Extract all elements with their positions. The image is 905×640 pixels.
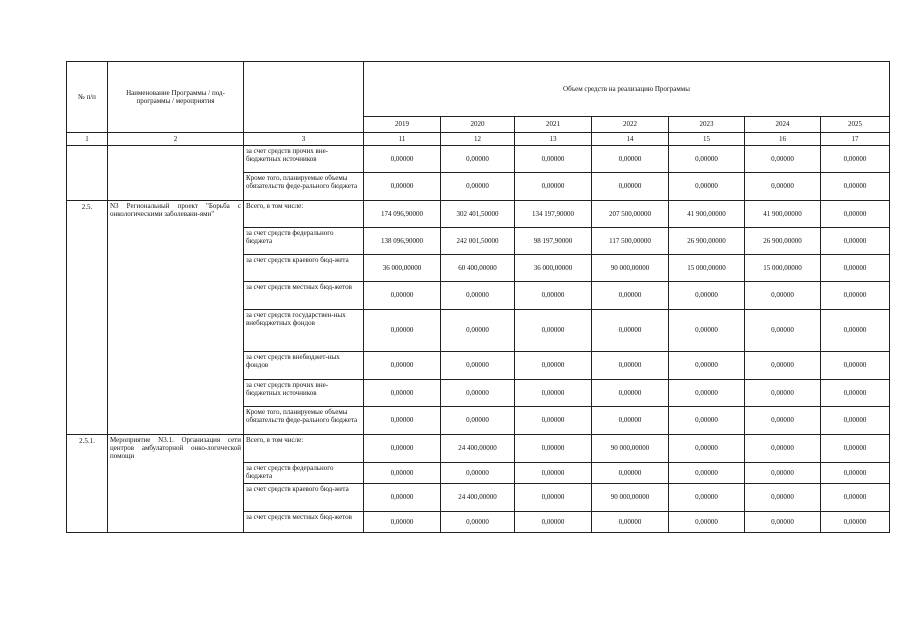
header-column-number: 13 [515, 133, 592, 146]
funding-source: за счет средств федерального бюджета [244, 228, 364, 255]
header-source [244, 62, 364, 133]
amount-cell: 0,00000 [515, 146, 592, 173]
amount-cell: 0,00000 [592, 512, 669, 533]
header-column-number: 2 [108, 133, 244, 146]
amount-cell: 0,00000 [441, 310, 515, 352]
amount-cell: 0,00000 [364, 352, 441, 380]
table-row [67, 435, 890, 463]
header-year: 2019 [364, 117, 441, 133]
item-number: 2.5. [67, 201, 108, 435]
amount-cell: 0,00000 [515, 435, 592, 463]
amount-cell: 0,00000 [592, 146, 669, 173]
amount-cell: 60 400,00000 [441, 255, 515, 282]
funding-source: за счет средств прочих вне-бюджетных источников [244, 146, 364, 173]
amount-cell: 0,00000 [821, 255, 890, 282]
amount-cell: 0,00000 [821, 463, 890, 484]
amount-cell: 90 000,00000 [592, 435, 669, 463]
amount-cell: 0,00000 [364, 146, 441, 173]
amount-cell: 0,00000 [821, 146, 890, 173]
funding-source: за счет средств местных бюд-жетов [244, 282, 364, 310]
amount-cell: 0,00000 [821, 201, 890, 228]
amount-cell: 0,00000 [745, 512, 821, 533]
header-funding-volume: Объем средств на реализацию Программы [364, 62, 890, 117]
amount-cell: 0,00000 [515, 380, 592, 407]
amount-cell: 0,00000 [441, 380, 515, 407]
header-number: № п/п [67, 62, 108, 133]
amount-cell: 0,00000 [364, 380, 441, 407]
funding-source: за счет средств прочих вне-бюджетных источников [244, 380, 364, 407]
amount-cell: 0,00000 [515, 512, 592, 533]
funding-source: Всего, в том числе: [244, 435, 364, 463]
funding-source: Всего, в том числе: [244, 201, 364, 228]
header-column-number: 11 [364, 133, 441, 146]
amount-cell: 24 400,00000 [441, 484, 515, 512]
amount-cell: 41 900,00000 [669, 201, 745, 228]
program-name: Мероприятие N3.1. Организация сети центров амбулаторной онко-логической помощи [108, 435, 244, 533]
item-number [67, 146, 108, 201]
amount-cell: 0,00000 [745, 380, 821, 407]
budget-table [66, 61, 890, 533]
table-row [67, 146, 890, 173]
amount-cell: 0,00000 [821, 484, 890, 512]
amount-cell: 302 401,50000 [441, 201, 515, 228]
amount-cell: 0,00000 [592, 380, 669, 407]
amount-cell: 0,00000 [821, 228, 890, 255]
amount-cell: 0,00000 [745, 146, 821, 173]
amount-cell: 0,00000 [515, 173, 592, 201]
amount-cell: 0,00000 [669, 310, 745, 352]
amount-cell: 90 000,00000 [592, 484, 669, 512]
amount-cell: 0,00000 [821, 407, 890, 435]
amount-cell: 0,00000 [515, 463, 592, 484]
amount-cell: 41 900,00000 [745, 201, 821, 228]
amount-cell: 0,00000 [669, 435, 745, 463]
header-year: 2024 [745, 117, 821, 133]
amount-cell: 0,00000 [592, 463, 669, 484]
amount-cell: 0,00000 [592, 407, 669, 435]
header-year: 2022 [592, 117, 669, 133]
amount-cell: 0,00000 [669, 173, 745, 201]
amount-cell: 26 900,00000 [745, 228, 821, 255]
header-column-numbers-row [67, 133, 890, 146]
table-row [67, 201, 890, 228]
amount-cell: 0,00000 [669, 407, 745, 435]
header-column-number: 1 [67, 133, 108, 146]
amount-cell: 0,00000 [821, 352, 890, 380]
table-header [67, 62, 890, 146]
table-body [67, 146, 890, 533]
amount-cell: 0,00000 [441, 282, 515, 310]
amount-cell: 0,00000 [745, 352, 821, 380]
amount-cell: 15 000,00000 [745, 255, 821, 282]
amount-cell: 0,00000 [592, 310, 669, 352]
amount-cell: 0,00000 [515, 484, 592, 512]
amount-cell: 0,00000 [364, 282, 441, 310]
amount-cell: 242 001,50000 [441, 228, 515, 255]
program-name [108, 146, 244, 201]
amount-cell: 0,00000 [745, 484, 821, 512]
header-year: 2020 [441, 117, 515, 133]
header-column-number: 12 [441, 133, 515, 146]
amount-cell: 0,00000 [515, 407, 592, 435]
amount-cell: 0,00000 [821, 282, 890, 310]
amount-cell: 0,00000 [364, 173, 441, 201]
amount-cell: 15 000,00000 [669, 255, 745, 282]
header-year: 2021 [515, 117, 592, 133]
amount-cell: 0,00000 [364, 512, 441, 533]
header-program-name: Наименование Программы / под-программы / мероприятия [108, 62, 244, 133]
amount-cell: 0,00000 [745, 407, 821, 435]
amount-cell: 0,00000 [441, 407, 515, 435]
amount-cell: 0,00000 [821, 435, 890, 463]
amount-cell: 0,00000 [515, 282, 592, 310]
amount-cell: 0,00000 [364, 310, 441, 352]
amount-cell: 0,00000 [441, 463, 515, 484]
amount-cell: 90 000,00000 [592, 255, 669, 282]
amount-cell: 0,00000 [441, 173, 515, 201]
amount-cell: 36 000,00000 [364, 255, 441, 282]
amount-cell: 36 000,00000 [515, 255, 592, 282]
amount-cell: 174 096,90000 [364, 201, 441, 228]
funding-source: Кроме того, планируемые объемы обязательств феде-рального бюджета [244, 407, 364, 435]
funding-source: за счет средств федерального бюджета [244, 463, 364, 484]
amount-cell: 0,00000 [821, 310, 890, 352]
amount-cell: 0,00000 [515, 310, 592, 352]
amount-cell: 0,00000 [669, 146, 745, 173]
amount-cell: 0,00000 [364, 484, 441, 512]
amount-cell: 0,00000 [669, 380, 745, 407]
amount-cell: 0,00000 [669, 463, 745, 484]
amount-cell: 0,00000 [592, 282, 669, 310]
header-column-number: 16 [745, 133, 821, 146]
amount-cell: 0,00000 [441, 512, 515, 533]
amount-cell: 134 197,90000 [515, 201, 592, 228]
header-column-number: 17 [821, 133, 890, 146]
funding-source: за счет средств внебюджет-ных фондов [244, 352, 364, 380]
amount-cell: 0,00000 [745, 310, 821, 352]
header-year: 2025 [821, 117, 890, 133]
amount-cell: 0,00000 [669, 352, 745, 380]
amount-cell: 0,00000 [441, 146, 515, 173]
amount-cell: 0,00000 [364, 407, 441, 435]
funding-source: за счет средств краевого бюд-жета [244, 255, 364, 282]
amount-cell: 0,00000 [821, 512, 890, 533]
funding-source: Кроме того, планируемые объемы обязательств феде-рального бюджета [244, 173, 364, 201]
amount-cell: 0,00000 [669, 484, 745, 512]
amount-cell: 0,00000 [745, 435, 821, 463]
item-number: 2.5.1. [67, 435, 108, 533]
amount-cell: 0,00000 [745, 463, 821, 484]
funding-source: за счет средств местных бюд-жетов [244, 512, 364, 533]
funding-source: за счет средств краевого бюд-жета [244, 484, 364, 512]
amount-cell: 207 500,00000 [592, 201, 669, 228]
header-column-number: 14 [592, 133, 669, 146]
amount-cell: 0,00000 [745, 173, 821, 201]
amount-cell: 138 096,90000 [364, 228, 441, 255]
amount-cell: 0,00000 [592, 352, 669, 380]
funding-source: за счет средств государствен-ных внебюджетных фондов [244, 310, 364, 352]
header-column-number: 3 [244, 133, 364, 146]
amount-cell: 0,00000 [821, 380, 890, 407]
amount-cell: 0,00000 [515, 352, 592, 380]
amount-cell: 0,00000 [821, 173, 890, 201]
program-name: N3 Региональный проект "Борьба с онкологическими заболевани-ями" [108, 201, 244, 435]
amount-cell: 0,00000 [592, 173, 669, 201]
amount-cell: 0,00000 [364, 435, 441, 463]
amount-cell: 0,00000 [745, 282, 821, 310]
amount-cell: 26 900,00000 [669, 228, 745, 255]
amount-cell: 0,00000 [669, 512, 745, 533]
header-year: 2023 [669, 117, 745, 133]
header-column-number: 15 [669, 133, 745, 146]
amount-cell: 0,00000 [364, 463, 441, 484]
amount-cell: 0,00000 [441, 352, 515, 380]
amount-cell: 98 197,90000 [515, 228, 592, 255]
amount-cell: 0,00000 [669, 282, 745, 310]
amount-cell: 117 500,00000 [592, 228, 669, 255]
amount-cell: 24 400,00000 [441, 435, 515, 463]
